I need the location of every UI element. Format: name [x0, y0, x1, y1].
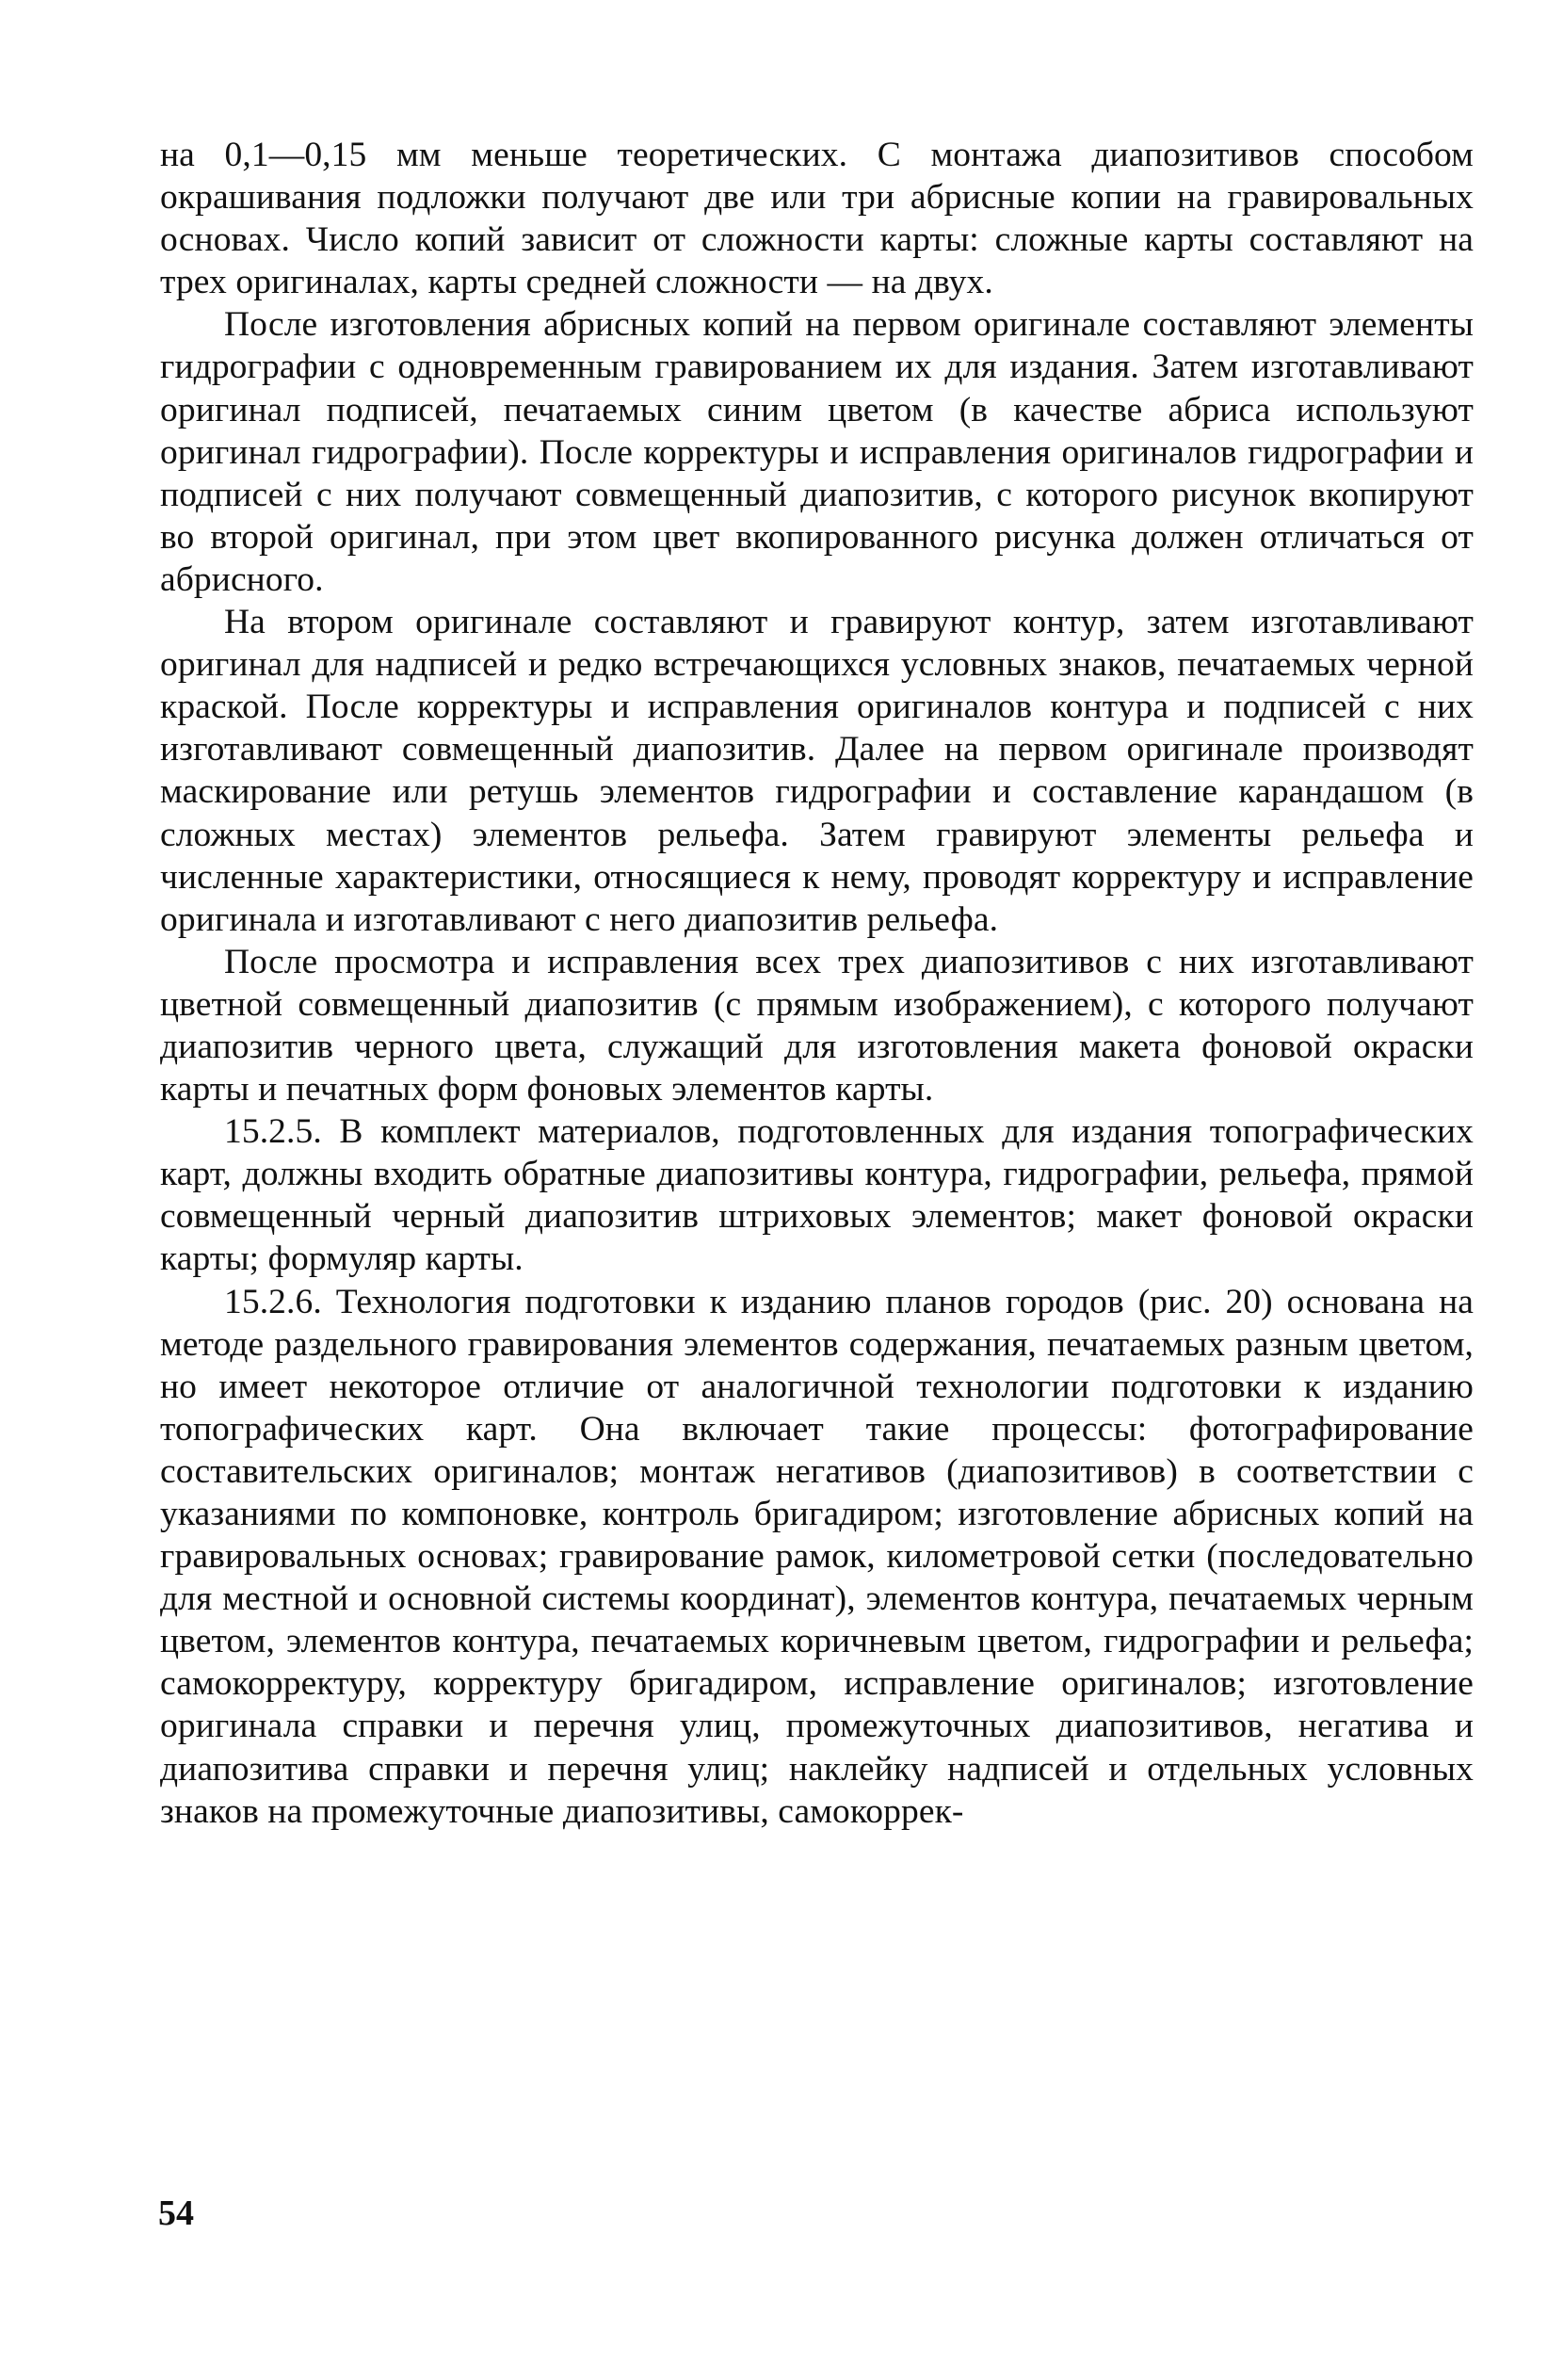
paragraph-2: После изготовления абрисных копий на первом оригинале составляют элементы гидрографии с одновременным гравированием их для издания. Затем изготавливают оригинал подписей, печатаемых синим цветом (в качестве абриса используют оригинал гидрографии). После корректуры и исправления оригиналов гидрографии и подписей с них получают совмещенный диапозитив, с которого рисунок вкопируют во второй оригинал, при этом цвет вкопированного рисунка должен отличаться от абрисного.	[160, 305, 1474, 599]
body-text	[160, 134, 1474, 1833]
paragraph-4: После просмотра и исправления всех трех диапозитивов с них изготавливают цветной совмещенный диапозитив (с прямым изображением), с которого получают диапозитив черного цвета, служащий для изготовления макета фоновой окраски карты и печатных форм фоновых элементов карты.	[160, 942, 1474, 1109]
paragraph-3: На втором оригинале составляют и гравируют контур, затем изготавливают оригинал для надписей и редко встречающихся условных знаков, печатаемых черной краской. После корректуры и исправления оригиналов контура и подписей с них изготавливают совмещенный диапозитив. Далее на первом оригинале производят маскирование или ретушь элементов гидрографии и составление карандашом (в сложных местах) элементов рельефа. Затем гравируют элементы рельефа и численные характеристики, относящиеся к нему, проводят корректуру и исправление оригинала и изготавливают с него диапозитив рельефа.	[160, 603, 1474, 939]
paragraph-1: на 0,1—0,15 мм меньше теоретических. С монтажа диапозитивов способом окрашивания подложки получают две или три абрисные копии на гравировальных основах. Число копий зависит от сложности карты: сложные карты составляют на трех оригиналах, карты средней сложности — на двух.	[160, 136, 1474, 302]
paragraph-section-15-2-6: 15.2.6. Технология подготовки к изданию планов городов (рис. 20) основана на методе раздельного гравирования элементов содержания, печатаемых разным цветом, но имеет некоторое отличие от аналогичной технологии подготовки к изданию топографических карт. Она включает такие процессы: фотографирование составительских оригиналов; монтаж негативов (диапозитивов) в соответствии с указаниями по компоновке, контроль бригадиром; изготовление абрисных копий на гравировальных основах; гравирование рамок, километровой сетки (последовательно для местной и основной системы координат), элементов контура, печатаемых черным цветом, элементов контура, печатаемых коричневым цветом, гидрографии и рельефа; самокорректуру, корректуру бригадиром, исправление оригиналов; изготовление оригинала справки и перечня улиц, промежуточных диапозитивов, негатива и диапозитива справки и перечня улиц; наклейку надписей и отдельных условных знаков на промежуточные диапозитивы, самокоррек-	[160, 1282, 1474, 1831]
paragraph-section-15-2-5: 15.2.5. В комплект материалов, подготовленных для издания топографических карт, должны входить обратные диапозитивы контура, гидрографии, рельефа, прямой совмещенный черный диапозитив штриховых элементов; макет фоновой окраски карты; формуляр карты.	[160, 1112, 1474, 1279]
page-number: 54	[158, 2194, 194, 2233]
